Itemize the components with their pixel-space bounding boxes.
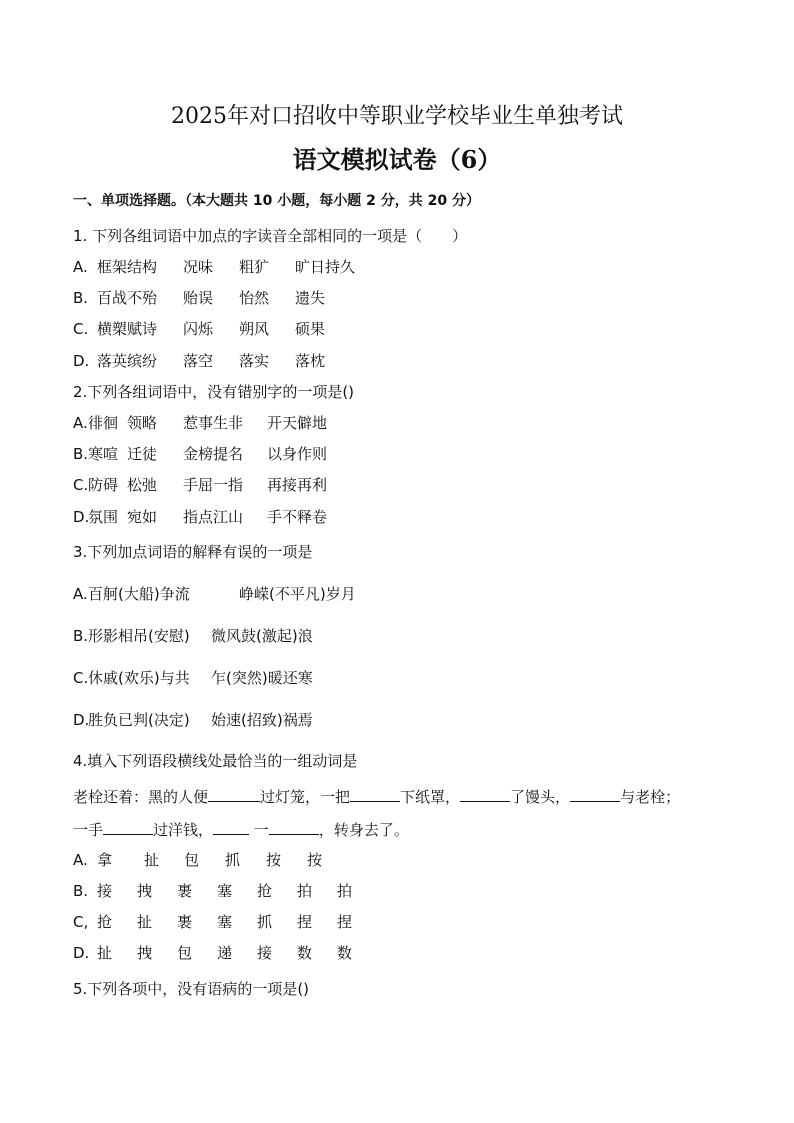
option-word: 遗失 [295,289,326,307]
option-word: 徘徊 [88,414,119,432]
option-word: 松弛 [127,476,158,494]
option-word: 捏 [337,913,353,931]
option-word: 迁徒 [127,445,158,463]
option-word: 抓 [257,913,273,931]
passage-text: 与老栓； [620,788,681,806]
question-1-stem: 1. 下列各组词语中加点的字读音全部相同的一项是（ ） [73,227,468,245]
option-word: 旷日持久 [295,258,356,276]
option-word: 按 [307,851,323,869]
option-part: 形影相吊(安慰) [88,627,190,645]
option-word: 抓 [225,851,241,869]
option-word: 再接再利 [267,476,328,494]
option-label: A. [73,585,88,603]
option-word: 横槊赋诗 [97,320,158,338]
fill-blank [208,785,260,802]
option-part: 胜负已判(决定) [88,711,190,729]
option-word: 捏 [297,913,313,931]
option-word: 金榜提名 [183,445,244,463]
option-word: 拿 [97,851,113,869]
passage-text: 了馒头， [510,788,571,806]
option-word: 宛如 [127,508,158,526]
option-word: 塞 [217,882,233,900]
option-part: 微风鼓(激起)浪 [211,627,313,645]
option-word: 硕果 [295,320,326,338]
option-word: 包 [184,851,200,869]
option-word: 惹事生非 [183,414,244,432]
option-word: 怡然 [239,289,270,307]
fill-blank [269,818,319,835]
passage-text: 一 [249,821,269,839]
option-label: B. [73,289,89,307]
passage-text: 过灯笼，一把 [260,788,351,806]
fill-blank [570,785,620,802]
question-4-passage-line-2 [73,818,409,841]
option-label: C. [73,476,89,494]
question-3-stem: 3.下列加点词语的解释有误的一项是 [73,543,313,561]
option-word: 裹 [177,913,193,931]
option-word: 扯 [144,851,160,869]
option-word: 百战不殆 [97,289,158,307]
option-word: 接 [257,944,273,962]
option-word: 落实 [239,352,270,370]
option-word: 落枕 [295,352,326,370]
option-label: D. [73,711,90,729]
option-label: C. [73,320,89,338]
question-5-stem: 5.下列各项中，没有语病的一项是() [73,980,310,998]
option-label: A. [73,851,88,869]
option-word: 数 [337,944,353,962]
fill-blank [350,785,400,802]
exam-title: 2025年对口招收中等职业学校毕业生单独考试 [171,104,623,129]
option-word: 领略 [127,414,158,432]
option-label: B. [73,882,89,900]
passage-text: ，转身去了。 [318,821,409,839]
option-label: B. [73,627,89,645]
option-word: 防碍 [88,476,119,494]
option-part: 峥嵘(不平凡)岁月 [239,585,356,603]
option-word: 塞 [217,913,233,931]
option-word: 落英缤纷 [97,352,158,370]
option-word: 以身作则 [267,445,328,463]
option-part: 乍(突然)暖还寒 [211,669,313,687]
option-label: D. [73,944,90,962]
option-word: 粗犷 [239,258,270,276]
option-label: D. [73,508,90,526]
option-word: 数 [297,944,313,962]
passage-text: 下纸罩， [400,788,461,806]
passage-text: 一手 [73,821,104,839]
option-word: 抢 [257,882,273,900]
option-word: 闪烁 [183,320,214,338]
option-word: 拽 [137,944,153,962]
option-word: 手不释卷 [267,508,328,526]
option-word: 手屈一指 [183,476,244,494]
option-part: 百舸(大船)争流 [88,585,190,603]
option-label: A. [73,414,88,432]
option-word: 拍 [337,882,353,900]
fill-blank [213,818,249,835]
option-word: 按 [266,851,282,869]
question-4-passage-line-1 [73,785,680,808]
option-part: 休戚(欢乐)与共 [88,669,190,687]
option-word: 指点江山 [183,508,244,526]
option-word: 扯 [137,913,153,931]
option-word: 框架结构 [97,258,158,276]
option-word: 接 [97,882,113,900]
passage-text: 过洋钱， [153,821,214,839]
option-word: 寒喧 [88,445,119,463]
question-4-stem: 4.填入下列语段横线处最恰当的一组动词是 [73,752,358,770]
option-word: 贻误 [183,289,214,307]
option-word: 扯 [97,944,113,962]
option-word: 开天僻地 [267,414,328,432]
option-part: 始速(招致)祸焉 [211,711,313,729]
fill-blank [460,785,510,802]
option-label: C. [73,669,89,687]
option-word: 氛围 [88,508,119,526]
option-label: D. [73,352,90,370]
option-word: 抢 [97,913,113,931]
option-label: A. [73,258,88,276]
option-label: C, [73,913,89,931]
option-word: 落空 [183,352,214,370]
option-word: 包 [177,944,193,962]
option-word: 递 [217,944,233,962]
exam-subtitle: 语文模拟试卷（6） [292,145,502,174]
section-heading: 一、单项选择题。（本大题共 10 小题，每小题 2 分，共 20 分） [73,193,480,209]
option-word: 裹 [177,882,193,900]
option-word: 拽 [137,882,153,900]
option-word: 拍 [297,882,313,900]
option-word: 朔风 [239,320,270,338]
question-2-stem: 2.下列各组词语中，没有错别字的一项是() [73,383,355,401]
option-label: B. [73,445,89,463]
option-word: 况味 [183,258,214,276]
fill-blank [103,818,153,835]
passage-text: 老栓还着：黑的人便 [73,788,209,806]
